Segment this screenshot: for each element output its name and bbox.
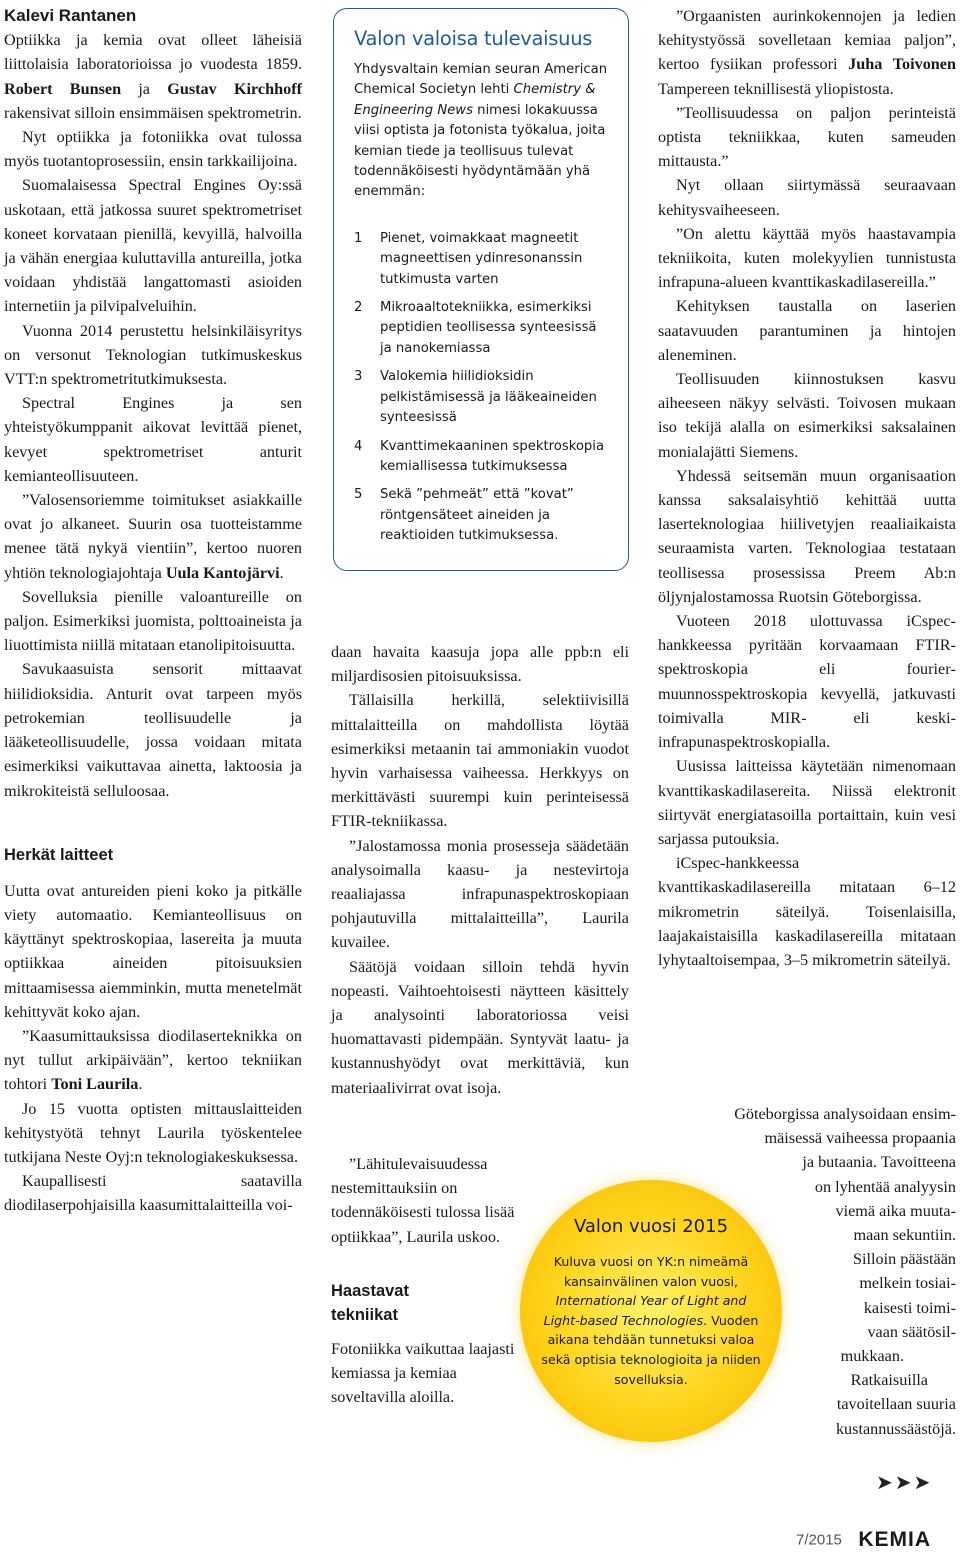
box-title: Valon valoisa tulevaisuus	[354, 27, 593, 50]
paragraph: Spectral Engines ja sen yhteistyökumppanit aikovat levittää pienet, kevyet spektrometriset anturit kemianteollisuuteen.	[4, 394, 302, 485]
text-line: Ratkaisuilla	[850, 1371, 928, 1390]
text-line: tavoitellaan suuria	[836, 1395, 956, 1414]
list-item: 5 Sekä ”pehmeät” että ”kovat” röntgensäteet aineiden ja reaktioiden tutkimuksessa.	[354, 487, 574, 544]
text-line: melkein tosiai-	[859, 1274, 956, 1293]
paragraph: Vuonna 2014 perustettu helsinkiläisyritys on versonut Teknologian tutkimuskeskus VTT:n spektrometritutkimuksesta.	[4, 321, 302, 389]
page-footer	[796, 1528, 931, 1552]
paragraph: ”Kaasumittauksissa diodilaserteknikka on nyt tullut arkipäivään”, kertoo tekniikan tohtori Toni Laurila.	[4, 1026, 302, 1094]
circle-text: Kuluva vuosi on YK:n nimeämä kansainvälinen valon vuosi, International Year of Light and Light-based Technologies. Vuoden aikana tehdään tunnetuksi valoa sekä optisia teknologioita ja niiden sovelluksia.	[541, 1254, 761, 1387]
list-item: 4 Kvanttimekaaninen spektroskopia kemiallisessa tutkimuksessa	[354, 438, 605, 474]
paragraph: Jo 15 vuotta optisten mittauslaitteiden kehitystyötä tehnyt Laurila työskentelee tutkijana Neste Oyj:n teknologiakeskuksessa.	[4, 1099, 302, 1166]
box-list	[354, 229, 610, 547]
text-line: kaisesti toimi-	[863, 1298, 956, 1317]
paragraph: Kehityksen taustalla on laserien saatavuuden parantuminen ja hintojen aleneminen.	[658, 297, 956, 364]
column-2-lower	[331, 1152, 517, 1409]
author-name: Kalevi Rantanen	[4, 6, 137, 25]
paragraph: Uutta ovat antureiden pieni koko ja pitkälle viety automaatio. Kemianteollisuus on käyttänyt spektroskopiaa, lasereita ja muuta optiikkaa aineiden pitoisuuksien mittaamisessa aiemminkin, mutta menetelmät kehittyvät koko ajan.	[4, 881, 302, 1021]
column-1	[4, 4, 302, 1218]
text-line: vaan säätösil-	[867, 1322, 956, 1341]
paragraph: Nyt optiikka ja fotoniikka ovat tulossa myös tuotantoprosessiin, ensin tarkkailijoina.	[4, 128, 302, 171]
paragraph: Uusissa laitteissa käytetään nimenomaan kvanttikaskadilasereita. Niissä elektronit siirtyvät energiatasoilla portaittain, kuin vesi sarjassa putouksia.	[658, 757, 956, 848]
magazine-name: KEMIA	[858, 1528, 932, 1551]
text-line: maan sekuntiin.	[853, 1226, 956, 1245]
paragraph: Savukaasuista sensorit mittaavat hiilidioksidia. Anturit ovat tarpeen myös petrokemian teollisuudelle ja lääketeollisuudelle, jossa voidaan mitata esimerkiksi vaikuttavaa ainetta, laktoosia ja mikrokiteistä selluloosaa.	[4, 660, 302, 800]
paragraph: Tällaisilla herkillä, selektiivisillä mittalaitteilla on mahdollista löytää esimerkiksi metaanin tai ammoniakin vuodot hyvin varhaisessa vaiheessa. Herkkyys on merkittävästi suurempi kuin perinteisessä FTIR-tekniikassa.	[331, 691, 629, 831]
list-item: 3 Valokemia hiilidioksidin pelkistämisessä ja lääkeaineiden synteesissä	[354, 369, 597, 426]
paragraph: Säätöjä voidaan silloin tehdä hyvin nopeasti. Vaihtoehtoisesti näytteen käsittely ja analysointi laboratoriossa veisi huomattavasti pidempään. Syntyvät laatu- ja kustannushyödyt ovat merkittäviä, kun materiaalivirrat ovat isoja.	[331, 957, 629, 1097]
paragraph: ”On alettu käyttää myös haastavampia tekniikoita, kuten molekyylien tunnistusta infrapuna-alueen kvanttikaskadilasereilla.”	[658, 224, 956, 292]
text-line: Silloin päästään	[853, 1250, 956, 1269]
text-line: mukkaan.	[840, 1347, 904, 1366]
column-2-upper	[331, 640, 629, 1100]
subheading-haastavat-tekniikat: Haastavat tekniikat	[331, 1281, 409, 1324]
paragraph: Fotoniikka vaikuttaa laajasti kemiassa ja kemiaa soveltavilla aloilla.	[331, 1339, 515, 1407]
continue-arrows-icon: ➤➤➤	[876, 1470, 933, 1494]
column-3	[658, 4, 956, 972]
paragraph: Suomalaisessa Spectral Engines Oy:ssä uskotaan, että jatkossa suuret spektrometriset koneet korvataan pienillä, kevyillä, halvoilla ja vähän energiaa kuluttavilla antureilla, jotka voidaan yhdistää langattomasti asioiden internetiin ja pilvipalveluihin.	[4, 176, 302, 316]
circle-title: Valon vuosi 2015	[573, 1216, 729, 1237]
paragraph: iCspec-hankkeessa kvanttikaskadilasereilla mitataan 6–12 mikrometrin säteilyä. Toisenlaisilla, laajakaistaisilla kaskadilasereilla mitataan lyhytaaltoisempaa, 3–5 mikrometrin säteilyä.	[658, 854, 956, 969]
paragraph: daan havaita kaasuja jopa alle ppb:n eli miljardisosien pitoisuuksissa.	[331, 643, 629, 686]
paragraph: Kaupallisesti saatavilla diodilaserpohjaisilla kaasumittalaitteilla voi-	[4, 1172, 302, 1215]
subheading-herkat-laitteet: Herkät laitteet	[4, 845, 114, 864]
issue-number: 7/2015	[796, 1531, 842, 1549]
paragraph: Teollisuuden kiinnostuksen kasvu aiheeseen näkyy selvästi. Toivosen mukaan iso tekijä alalla on esimerkiksi saksalainen monialajätti Siemens.	[658, 370, 956, 461]
list-item: 2 Mikroaaltotekniikka, esimerkiksi peptidien teollisessa synteesissä ja nanokemiassa	[354, 300, 597, 356]
paragraph: ”Teollisuudessa on paljon perinteistä optista tekniikkaa, kuten sameuden mittausta.”	[658, 103, 956, 171]
list-item: 1 Pienet, voimakkaat magneetit magneettisen ydinresonanssin tutkimusta varten	[354, 230, 583, 287]
text-line: Göteborgissa analysoidaan ensim-	[734, 1105, 956, 1123]
paragraph: Sovelluksia pienille valoantureille on paljon. Esimerkiksi juomista, polttoaineista ja liuottimista niillä mitataan etanolipitoisuutta.	[4, 587, 302, 655]
column-3-wrap	[676, 1102, 956, 1441]
paragraph: ”Orgaanisten aurinkokennojen ja ledien kehitystyössä sovelletaan kemiaa paljon”, kertoo fysiikan professori Juha Toivonen Tampereen teknillisestä yliopistosta.	[658, 7, 956, 98]
paragraph: Nyt ollaan siirtymässä seuraavaan kehitysvaiheeseen.	[658, 176, 956, 219]
text-line: on lyhentää analyysin	[814, 1177, 956, 1196]
text-line: mäisessä vaiheessa propaania	[764, 1129, 956, 1148]
box-intro: Yhdysvaltain kemian seuran American Chemical Societyn lehti Chemistry & Engineering News nimesi lokakuussa viisi optista ja fotonista työkalua, joita kemian tiede ja teollisuus tulevat todennäköisesti hyödyntämään yhä enemmän:	[354, 62, 608, 200]
paragraph: ”Jalostamossa monia prosesseja säädetään analysoimalla kaasu- ja nestevirtoja reaaliajassa infrapunaspektroskopiaan pohjautuvilla mittalaitteilla”, Laurila kuvailee.	[331, 836, 629, 952]
paragraph: Yhdessä seitsemän muun organisaation kanssa saksalaisyhtiö kehittää uutta laserteknologiaa hiilivetyjen reaaliaikaista seuraamista varten. Teknologiaa testataan teollisessa prosessissa Preem Ab:n öljynjalostamossa Ruotsin Göteborgissa.	[658, 466, 956, 606]
paragraph: Optiikka ja kemia ovat olleet läheisiä liittolaisia laboratorioissa jo vuodesta 1859. Robert Bunsen ja Gustav Kirchhoff rakensivat silloin ensimmäisen spektrometrin.	[4, 31, 302, 122]
sidebar-box-valon-tulevaisuus	[333, 8, 629, 571]
paragraph: Vuoteen 2018 ulottuvassa iCspec-hankkeessa pyritään korvaamaan FTIR-spektroskopia eli fouriermuunnosspektroskopia kevyellä, jatkuvasti toimivalla MIR- eli keski-infrapunaspektroskopialla.	[658, 612, 956, 752]
paragraph: ”Lähitulevaisuudessa nestemittauksiin on todennäköisesti tulossa lisää optiikkaa”, Laurila uskoo.	[331, 1155, 515, 1246]
text-line: kustannussäästöjä.	[835, 1419, 956, 1438]
text-line: viemä aika muuta-	[835, 1201, 956, 1220]
text-line: ja butaania. Tavoitteena	[802, 1153, 956, 1172]
paragraph: ”Valosensoriemme toimitukset asiakkaille ovat jo alkaneet. Suurin osa tuotteistamme menee tätä nykyä vientiin”, kertoo nuoren yhtiön teknologiajohtaja Uula Kantojärvi.	[4, 491, 302, 582]
